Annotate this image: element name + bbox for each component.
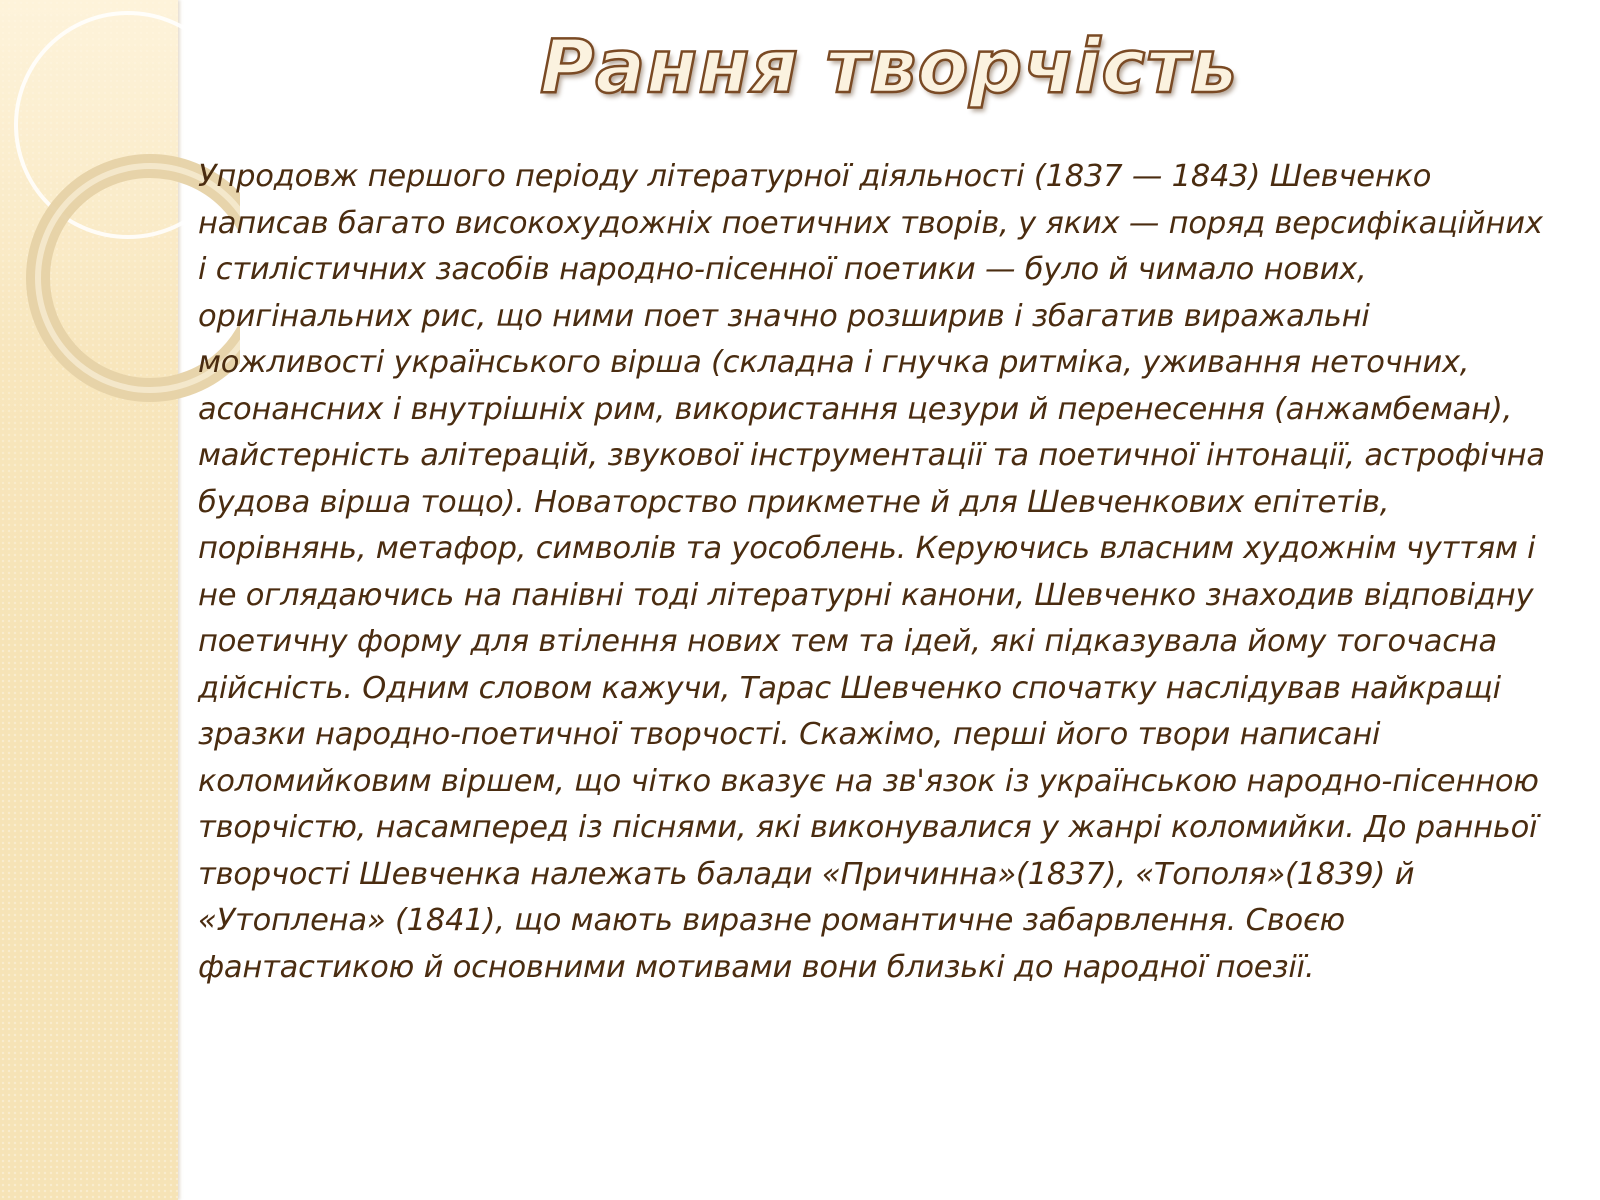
slide-title: Рання творчість [540, 24, 1238, 110]
body-paragraph: Упродовж першого періоду літературної діяльності (1837 — 1843) Шевченко написав багато високохудожніх поетичних творів, у яких — поряд версифікаційних і стилістичних засобів народно-пісенної поетики — було й чимало нових, оригінальних рис, що ними поет значно розширив і збагатив виражальні можливості українського вірша (складна і гнучка ритміка, уживання неточних, асонансних і внутрішніх рим, використання цезури й перенесення (анжамбеман), майстерність алітерацій, звукової інструментації та поетичної інтонації, астрофічна будова вірша тощо). Новаторство прикметне й для Шевченкових епітетів, порівнянь, метафор, символів та уособлень. Керуючись власним художнім чуттям і не оглядаючись на панівні тоді літературні канони, Шевченко знаходив відповідну поетичну форму для втілення нових тем та ідей, які підказувала йому тогочасна дійсність. Одним словом кажучи, Тарас Шевченко спочатку наслідував найкращі зразки народно-поетичної творчості. Скажімо, перші його твори написані коломийковим віршем, що чітко вказує на зв'язок із українською народно-пісенною творчістю, насамперед із піснями, які виконувалися у жанрі коломийки. До ранньої творчості Шевченка належать балади «Причинна»(1837), «Тополя»(1839) й «Утоплена» (1841), що мають виразне романтичне забарвлення. Своєю фантастикою й основними мотивами вони близькі до народної поезії. [198, 159, 1545, 985]
